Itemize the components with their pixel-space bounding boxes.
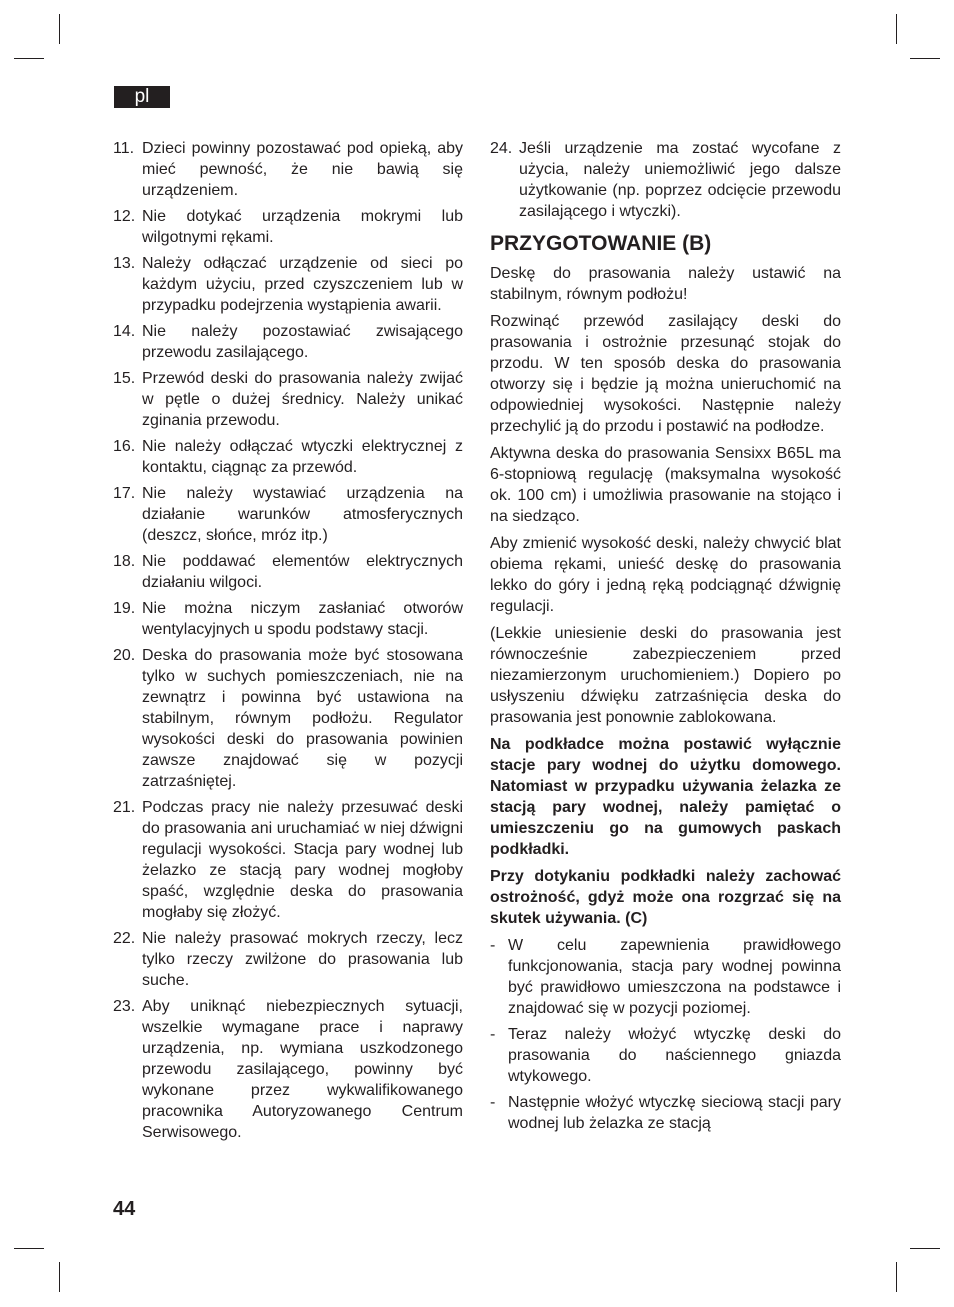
item-text: Dzieci powinny pozostawać pod opieką, aby mieć pewność, że nie bawią się urządzeniem. bbox=[142, 140, 463, 199]
crop-mark bbox=[896, 1262, 897, 1292]
item-text: Nie dotykać urządzenia mokrymi lub wilgotnymi rękami. bbox=[142, 208, 463, 246]
item-number: 16. bbox=[113, 438, 136, 455]
paragraph: Rozwinąć przewód zasilający deski do prasowania i ostrożnie przesunąć stojak do przodu. W ten sposób deska do prasowania otworzy się i będzie ją można unieruchomić na odpowiedniej wysokości. Następnie należy przechylić ją do przodu i postawić na podłodze. bbox=[490, 313, 841, 435]
item-number: 24. bbox=[490, 140, 513, 157]
crop-mark bbox=[14, 1248, 44, 1249]
crop-mark bbox=[896, 14, 897, 44]
item-number: 19. bbox=[113, 600, 136, 617]
section-heading: PRZYGOTOWANIE (B) bbox=[490, 232, 712, 255]
item-number: 23. bbox=[113, 998, 136, 1015]
list-item bbox=[113, 368, 463, 431]
item-number: 22. bbox=[113, 930, 136, 947]
item-text: Przewód deski do prasowania należy zwijać w pętle o dużej średnicy. Należy unikać zginania przewodu. bbox=[142, 370, 463, 429]
paragraph: Aktywna deska do prasowania Sensixx B65L ma 6-stopniową regulację (maksymalna wysokość ok. 100 cm) i umożliwia prasowanie na stojąco i na siedząco. bbox=[490, 445, 841, 525]
item-text: Deska do prasowania może być stosowana tylko w suchych pomieszczeniach, nie na zewnątrz i powinna być ustawiona na stabilnym, równym podłożu. Regulator wysokości deski do prasowania powinien zawsze znajdować się w pozycji zatrzaśniętej. bbox=[142, 647, 463, 790]
item-text: Nie poddawać elementów elektrycznych działaniu wilgoci. bbox=[142, 553, 463, 591]
left-column bbox=[113, 138, 463, 1148]
list-item bbox=[490, 138, 841, 222]
paragraph: Aby zmienić wysokość deski, należy chwycić blat obiema rękami, unieść deskę do prasowania lekko do góry i jedną ręką podciągnąć dźwignię regulacji. bbox=[490, 535, 841, 615]
list-item bbox=[113, 797, 463, 923]
item-number: 18. bbox=[113, 553, 136, 570]
item-text: Nie należy odłączać wtyczki elektrycznej z kontaktu, ciągnąc za przewód. bbox=[142, 438, 463, 476]
dash-item bbox=[490, 935, 841, 1019]
item-text: Nie można niczym zasłaniać otworów wentylacyjnych u spodu podstawy stacji. bbox=[142, 600, 463, 638]
item-number: 20. bbox=[113, 647, 136, 664]
item-number: 15. bbox=[113, 370, 136, 387]
item-number: 14. bbox=[113, 323, 136, 340]
paragraph: Deskę do prasowania należy ustawić na stabilnym, równym podłożu! bbox=[490, 265, 841, 303]
crop-mark bbox=[910, 1248, 940, 1249]
list-item bbox=[113, 206, 463, 248]
page-number: 44 bbox=[113, 1198, 136, 1220]
list-item bbox=[113, 436, 463, 478]
list-item bbox=[113, 253, 463, 316]
list-item bbox=[113, 928, 463, 991]
list-item bbox=[113, 321, 463, 363]
item-number: 11. bbox=[113, 140, 135, 157]
crop-mark bbox=[59, 1262, 60, 1292]
bold-paragraph: Na podkładce można postawić wyłącznie stacje pary wodnej do użytku domowego. Natomiast w przypadku używania żelazka ze stacją pary wodnej, należy pamiętać o umieszczeniu go na gumowych paskach podkładki. bbox=[490, 736, 841, 858]
item-number: 17. bbox=[113, 485, 136, 502]
item-number: 12. bbox=[113, 208, 136, 225]
item-text: Nie należy prasować mokrych rzeczy, lecz tylko rzeczy zwilżone do prasowania lub suche. bbox=[142, 930, 463, 989]
item-text: Należy odłączać urządzenie od sieci po każdym użyciu, przed czyszczeniem lub w przypadku podejrzenia wystąpienia awarii. bbox=[142, 255, 463, 314]
dash-item bbox=[490, 1092, 841, 1134]
list-item bbox=[113, 138, 463, 201]
item-number: 13. bbox=[113, 255, 136, 272]
paragraph: (Lekkie uniesienie deski do prasowania jest równocześnie zabezpieczeniem przed niezamierzonym uruchomieniem.) Dopiero po usłyszeniu dźwięku zatrzaśnięcia deska do prasowania jest ponownie zablokowana. bbox=[490, 625, 841, 726]
language-tab: pl bbox=[114, 86, 170, 108]
dash-mark: - bbox=[490, 1094, 496, 1111]
crop-mark bbox=[14, 58, 44, 59]
dash-item bbox=[490, 1024, 841, 1087]
list-item bbox=[113, 483, 463, 546]
dash-mark: - bbox=[490, 1026, 496, 1043]
list-item bbox=[113, 551, 463, 593]
bold-paragraph: Przy dotykaniu podkładki należy zachować ostrożność, gdyż może ona rozgrzać się na skutek używania. (C) bbox=[490, 868, 841, 927]
list-item bbox=[113, 645, 463, 792]
item-text: Aby uniknąć niebezpiecznych sytuacji, wszelkie wymagane prace i naprawy urządzenia, np. wymiana uszkodzonego przewodu zasilającego, powinny być wykonane przez wykwalifikowanego pracownika Autoryzowanego Centrum Serwisowego. bbox=[142, 998, 463, 1141]
item-text: Nie należy wystawiać urządzenia na działanie warunków atmosferycznych (deszcz, słońce, mróz itp.) bbox=[142, 485, 463, 544]
dash-mark: - bbox=[490, 937, 496, 954]
crop-mark bbox=[59, 14, 60, 44]
dash-text: Teraz należy włożyć wtyczkę deski do prasowania do naściennego gniazda wtykowego. bbox=[508, 1026, 841, 1085]
list-item bbox=[113, 598, 463, 640]
item-text: Jeśli urządzenie ma zostać wycofane z użycia, należy uniemożliwić jego dalsze użytkowanie (np. poprzez odcięcie przewodu zasilającego i wtyczki). bbox=[519, 140, 841, 220]
item-text: Podczas pracy nie należy przesuwać deski do prasowania ani uruchamiać w niej dźwigni regulacji wysokości. Stacja pary wodnej lub żelazko ze stacją pary wodnej mogłoby spaść, względnie deska do prasowania mogłaby się złożyć. bbox=[142, 799, 463, 921]
list-item bbox=[113, 996, 463, 1143]
crop-mark bbox=[910, 58, 940, 59]
dash-text: W celu zapewnienia prawidłowego funkcjonowania, stacja pary wodnej powinna być prawidłowo umieszczona na podstawce i znajdować się w pozycji poziomej. bbox=[508, 937, 841, 1017]
dash-text: Następnie włożyć wtyczkę sieciową stacji pary wodnej lub żelazka ze stacją bbox=[508, 1094, 841, 1132]
item-number: 21. bbox=[113, 799, 136, 816]
item-text: Nie należy pozostawiać zwisającego przewodu zasilającego. bbox=[142, 323, 463, 361]
right-column bbox=[490, 138, 841, 1139]
